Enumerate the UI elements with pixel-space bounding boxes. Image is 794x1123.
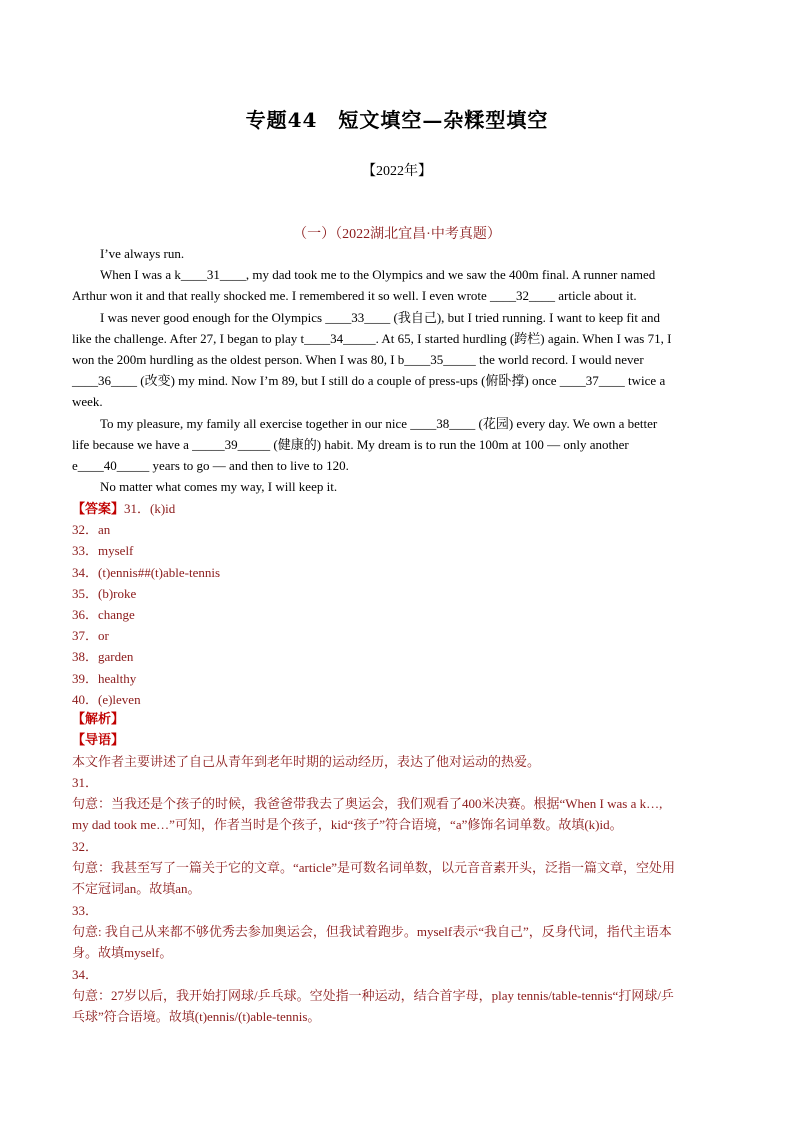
answer-item: 36．change <box>72 606 135 622</box>
explanation-line: 不定冠词an。故填an。 <box>72 881 201 897</box>
guide-label: 【导语】 <box>72 732 125 748</box>
passage-line: To my pleasure, my family all exercise together in our nice ____38____ (花园) every day. We own a better <box>100 415 658 431</box>
explanation-line: 33． <box>72 902 99 918</box>
passage-line: like the challenge. After 27, I began to play t____34_____. At 65, I started hurdling (跨栏) again. When I was 71, I <box>72 330 672 346</box>
passage-line: When I was a k____31____, my dad took me to the Olympics and we saw the 400m final. A runner named <box>100 267 656 283</box>
passage-line: e____40_____ years to go — and then to live to 120. <box>72 457 349 473</box>
passage-line: won the 200m hurdling as the oldest person. When I was 80, I b____35_____ the world record. I would never <box>72 351 644 367</box>
answer-item: 32．an <box>72 522 111 538</box>
answer-list <box>72 498 722 710</box>
explanation-line: 句意：当我还是个孩子的时候，我爸爸带我去了奥运会，我们观看了400米决赛。根据“When I was a k…, <box>72 796 663 812</box>
year-header: 【2022年】 <box>362 164 432 179</box>
explanation-line: 句意：27岁以后，我开始打网球/乒乓球。空处指一种运动，结合首字母，play tennis/table-tennis“打网球/乒 <box>72 987 674 1003</box>
explanation <box>72 708 726 1027</box>
answer-item: 40．(e)leven <box>72 691 141 707</box>
explanation-line: 身。故填myself。 <box>72 945 173 961</box>
passage-line: life because we have a _____39_____ (健康的) habit. My dream is to run the 100m at 100 — only another <box>72 436 629 452</box>
passage-line: I’ve always run. <box>100 246 185 261</box>
answer-label: 【答案】 <box>72 501 125 516</box>
passage-line: Arthur won it and that really shocked me. I remembered it so well. I even wrote ____32____ article about it. <box>72 288 637 304</box>
explanation-line: 31． <box>72 774 99 790</box>
answer-item: 39．healthy <box>72 670 137 686</box>
answer-item: 34．(t)ennis##(t)able-tennis <box>72 564 221 580</box>
answer-item: 33．myself <box>72 543 134 559</box>
passage-line: No matter what comes my way, I will keep it. <box>100 479 338 495</box>
explanation-label: 【解析】 <box>72 711 125 726</box>
answer-item: 37．or <box>72 628 109 644</box>
page-title: 专题44 短文填空—杂糅型填空 <box>245 108 549 132</box>
explanation-line: 乓球”符合语境。故填(t)ennis/(t)able-tennis。 <box>72 1009 321 1025</box>
section-title: （一）（2022湖北宜昌·中考真题） <box>293 227 501 242</box>
passage-line: week. <box>72 394 103 410</box>
passage-line: I was never good enough for the Olympics ____33____ (我自己), but I tried running. I want to keep fit and <box>100 309 660 325</box>
passage <box>72 243 712 497</box>
explanation-line: 34． <box>72 966 99 982</box>
answer-text: 31．(k)id <box>124 501 176 516</box>
explanation-line: 32． <box>72 838 99 854</box>
answer-item: 35．(b)roke <box>72 585 137 601</box>
explanation-line: 本文作者主要讲述了自己从青年到老年时期的运动经历，表达了他对运动的热爱。 <box>72 753 541 769</box>
answer-item <box>72 498 722 519</box>
answer-item: 38．garden <box>72 649 134 665</box>
explanation-line: my dad took me…”可知，作者当时是个孩子，kid“孩子”符合语境，“a”修饰名词单数。故填(k)id。 <box>72 817 623 833</box>
passage-line: ____36____ (改变) my mind. Now I’m 89, but I still do a couple of press-ups (俯卧撑) once ____37____ twice a <box>72 373 666 389</box>
explanation-line: 句意：我甚至写了一篇关于它的文章。“article”是可数名词单数，以元音音素开头，泛指一篇文章，空处用 <box>72 860 676 876</box>
explanation-line: 句意: 我自己从来都不够优秀去参加奥运会，但我试着跑步。myself表示“我自己”，反身代词，指代主语本 <box>72 923 672 939</box>
